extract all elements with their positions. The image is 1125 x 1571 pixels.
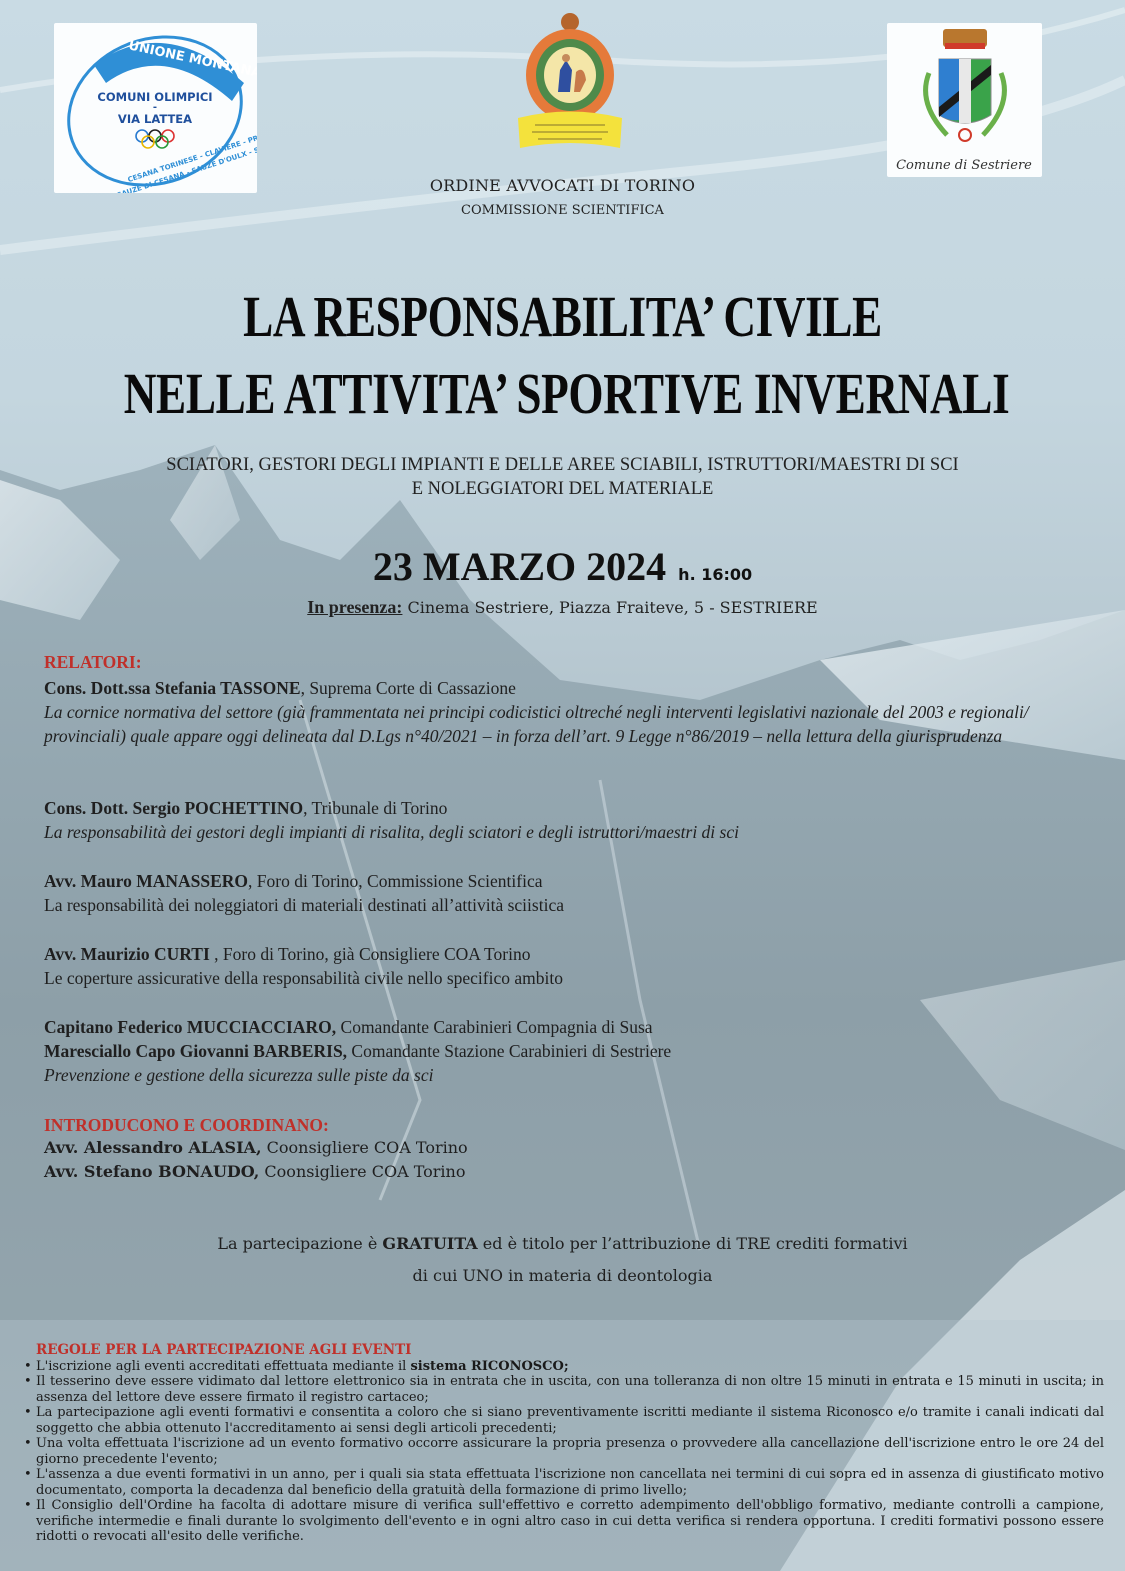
coordinator-role: Coonsigliere COA Torino [261,1138,468,1157]
event-title-line1: LA RESPONSABILITA’ CIVILE [243,284,882,349]
rule-item: • Una volta effettuata l'iscrizione ad un evento formativo occorre assicurare la propria presenza o provvedere alla cancellazione dell'iscrizione entro le ore 24 del giorno precedente l'evento; [22,1436,1104,1467]
speaker-affiliation: , Tribunale di Torino [303,798,448,818]
speaker-entry [44,676,1084,748]
speaker-name: Avv. Maurizio CURTI [44,944,210,964]
participation-pre: La partecipazione è [217,1234,383,1253]
participation-line2: di cui UNO in materia di deontologia [412,1266,713,1285]
logo-ring-top-text: UNIONE MONTANA [127,38,257,82]
rules-list [22,1359,1104,1545]
ordine-avvocati-emblem [510,10,630,160]
coordinator-name: Avv. Stefano BONAUDO, [44,1162,260,1181]
rule-item: • La partecipazione agli eventi formativi e consentita a coloro che si siano preventivamente iscritti mediante il sistema Riconosco e/o tramite i canali indicati dal soggetto che abbia ottenuto l'accreditamento ai sensi degli articoli precedenti; [22,1405,1104,1436]
event-date: 23 MARZO 2024 [372,544,667,589]
speaker-name-2: Maresciallo Capo Giovanni BARBERIS, [44,1041,348,1061]
rule-item: • L'iscrizione agli eventi accreditati effettuata mediante il sistema RICONOSCO; [22,1359,1104,1375]
event-time: h. 16:00 [678,565,753,584]
speaker-entry [44,942,1084,990]
unione-montana-logo [54,23,257,193]
venue-label: In presenza: [307,597,403,617]
venue-text: Cinema Sestriere, Piazza Fraiteve, 5 - SESTRIERE [402,598,818,617]
organizer-name: ORDINE AVVOCATI DI TORINO [429,176,696,195]
organizer-subtitle: COMMISSIONE SCIENTIFICA [461,203,664,218]
speaker-topic: La cornice normativa del settore (già frammentata nei principi codicistici oltreché negli interventi legislativi nazionale del 2003 e regionali/ provinciali) quale appare oggi delineata dal D.Lgs n°40/2021 – in forza dell’art. 9 Legge n°86/2019 – nella lettura della giurisprudenza [44,702,1029,746]
comune-sestriere-caption: Comune di Sestriere [896,158,1032,173]
event-title-line2: NELLE ATTIVITA’ SPORTIVE INVERNALI [123,361,1010,426]
logo-center-line2: VIA LATTEA [117,112,193,126]
logo-center-line1: COMUNI OLIMPICI [97,90,213,104]
logo-ring-bottom-text-2: SAUZE DI CESANA - SAUZE D'OULX - SESTRIERE [115,134,257,193]
participation-note [0,1228,1125,1292]
speaker-affiliation: , Foro di Torino, Commissione Scientifica [248,871,543,891]
speaker-topic: La responsabilità dei gestori degli impianti di risalita, degli sciatori e degli istruttori/maestri di sci [44,822,739,842]
logo-center-dash: - [152,102,158,113]
rules-heading: REGOLE PER LA PARTECIPAZIONE AGLI EVENTI [36,1342,412,1358]
speaker-affiliation: , Suprema Corte di Cassazione [300,678,516,698]
rule-item: • Il tesserino deve essere vidimato dal lettore elettronico sia in entrata che in uscita, con una tolleranza di non oltre 15 minuti in entrata e 15 minuti in uscita; in assenza del lettore deve essere firmato il registro cartaceo; [22,1374,1104,1405]
speaker-affiliation: , Foro di Torino, già Consigliere COA Torino [209,944,531,964]
logo-ring-bottom-text: CESANA TORINESE - CLAVIERE - PRAGELATO [126,122,257,184]
speaker-entry [44,869,1084,917]
participation-free: GRATUITA [382,1234,478,1253]
speaker-topic: Le coperture assicurative della responsabilità civile nello specifico ambito [44,968,563,988]
speaker-entry [44,796,1084,844]
event-subtitle [0,453,1125,501]
speaker-topic: Prevenzione e gestione della sicurezza sulle piste da sci [44,1065,434,1085]
event-date-block [0,543,1125,590]
event-venue-block [0,597,1125,618]
speaker-name: Capitano Federico MUCCIACCIARO, [44,1017,337,1037]
speakers-heading: RELATORI: [44,652,142,672]
speaker-name: Cons. Dott. Sergio POCHETTINO [44,798,304,818]
coordinators-heading: INTRODUCONO E COORDINANO: [44,1115,329,1135]
coordinator-name: Avv. Alessandro ALASIA, [44,1138,262,1157]
subtitle-line1: SCIATORI, GESTORI DEGLI IMPIANTI E DELLE AREE SCIABILI, ISTRUTTORI/MAESTRI DI SCI [166,455,959,475]
speaker-affiliation-2: Comandante Stazione Carabinieri di Sestriere [347,1041,672,1061]
speaker-name: Cons. Dott.ssa Stefania TASSONE [44,678,301,698]
speaker-name: Avv. Mauro MANASSERO [44,871,249,891]
rule-item: • L'assenza a due eventi formativi in un anno, per i quali sia stata effettuata l'iscrizione non cancellata nei termini di cui sopra ed in assenza di giustificato motivo documentato, comporta la decadenza dal beneficio della gratuità della formazione di primo livello; [22,1467,1104,1498]
participation-rules [22,1343,1104,1545]
speaker-topic: La responsabilità dei noleggiatori di materiali destinati all’attività sciistica [44,895,564,915]
rule-item: • Il Consiglio dell'Ordine ha facolta di adottare misure di verifica sull'effettivo e corretto adempimento dell'obbligo formativo, mediante controlli a campione, verifiche intermedie e finali durante lo svolgimento dell'evento e in ogni altro caso in cui detta verifica si rendera opportuna. I crediti formativi possono essere ridotti o revocati all'esito delle verifiche. [22,1498,1104,1545]
participation-post: ed è titolo per l’attribuzione di TRE crediti formativi [477,1234,908,1253]
comune-sestriere-logo [887,23,1042,177]
speaker-affiliation: Comandante Carabinieri Compagnia di Susa [336,1017,653,1037]
subtitle-line2: E NOLEGGIATORI DEL MATERIALE [411,479,714,499]
coordinators-section [44,1115,1084,1184]
coordinator-role: Coonsigliere COA Torino [259,1162,466,1181]
speaker-entry [44,1015,1084,1087]
olympic-rings-icon [136,130,174,148]
